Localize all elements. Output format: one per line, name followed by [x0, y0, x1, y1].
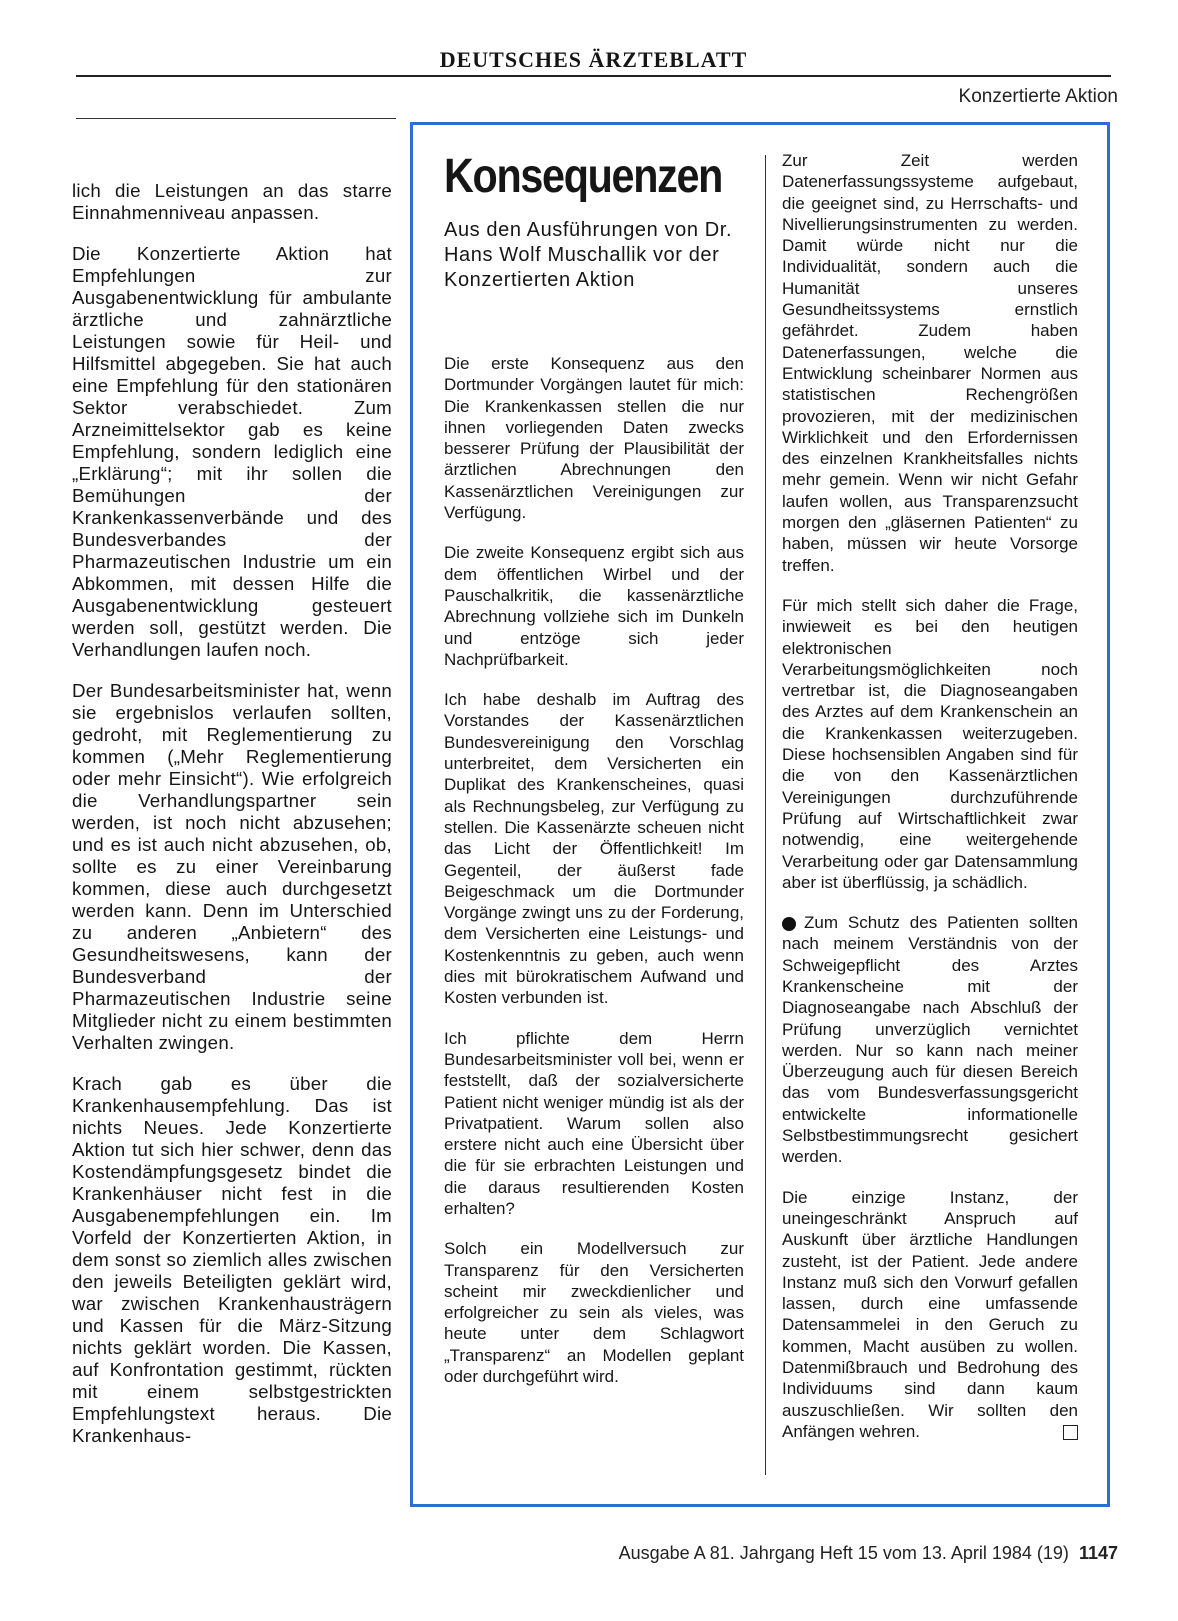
article-headline: Konsequenzen: [444, 150, 723, 203]
box-paragraph: Ich habe deshalb im Auftrag des Vorstandes der Kassenärztlichen Bundesvereinigung den Vorschlag unterbreitet, dem Versicherten ein Duplikat des Krankenscheines, quasi als Rechnungsbeleg, zur Verfügung zu stellen. Die Kassenärzte scheuen nicht das Licht der Öffentlichkeit! Im Gegenteil, der äußerst fade Beigeschmack um die Dortmunder Vorgänge zwingt uns zu der Forderung, dem Versicherten eine Leistungs- und Kostenkenntnis zu geben, auch wenn dies mit bürokratischem Aufwand und Kosten verbunden ist.: [444, 690, 744, 1008]
article-subhead: Aus den Ausführungen von Dr. Hans Wolf Muschallik vor der Konzertierten Aktion: [444, 219, 733, 291]
left-column: [72, 180, 392, 1466]
left-paragraph: Der Bundesarbeitsminister hat, wenn sie ergebnislos verlaufen sollten, gedroht, mit Reglementierung zu kommen („Mehr Reglementierung oder mehr Einsicht“). Wie erfolgreich die Verhandlungspartner sein werden, ist noch nicht abzusehen; und es ist auch nicht abzusehen, ob, sollte es zu einer Vereinbarung kommen, diese auch durchgesetzt werden kann. Denn im Unterschied zu anderen „Anbietern“ des Gesundheitswesens, kann der Bundesverband der Pharmazeutischen Industrie seine Mitglieder nicht zu einem bestimmten Verhalten zwingen.: [72, 680, 392, 1053]
box-middle-column: [444, 150, 744, 1406]
section-label: Konzertierte Aktion: [958, 86, 1118, 107]
box-paragraph: Solch ein Modellversuch zur Transparenz für den Versicherten scheint mir zweckdienlicher und erfolgreicher zu sein als vieles, was heute unter dem Schlagwort „Transparenz“ an Modellen geplant oder durchgeführt wird.: [444, 1239, 744, 1387]
left-paragraph: lich die Leistungen an das starre Einnahmenniveau anpassen.: [72, 180, 392, 223]
bullet-text: Zum Schutz des Patienten sollten nach meinem Verständnis von der Schweigepflicht des Arztes Krankenscheine mit der Diagnoseangabe nach Abschluß der Prüfung unverzüglich vernichtet werden. Nur so kann nach meiner Überzeugung auch für diesen Bereich das vom Bundesverfassungsgericht entwickelte informationelle Selbstbestimmungsrecht gesichert werden.: [782, 913, 1078, 1167]
end-mark-icon: [1063, 1425, 1078, 1440]
box-paragraph: Die zweite Konsequenz ergibt sich aus dem öffentlichen Wirbel und der Pauschalkritik, die kassenärztliche Abrechnung vollziehe sich im Dunkeln und entzöge sich jeder Nachprüfbarkeit.: [444, 543, 744, 669]
box-paragraph: Die erste Konsequenz aus den Dortmunder Vorgängen lautet für mich: Die Krankenkassen stellen die nur ihnen vorliegenden Daten zwecks besserer Prüfung der Plausibilität der ärztlichen Abrechnungen den Kassenärztlichen Vereinigungen zur Verfügung.: [444, 354, 744, 523]
column-divider: [765, 155, 766, 1475]
box-paragraph: Für mich stellt sich daher die Frage, inwieweit es bei den heutigen elektronischen Verarbeitungsmöglichkeiten noch vertretbar ist, die Diagnoseangaben des Arztes auf dem Krankenschein an die Krankenkassen weiterzugeben. Diese hochsensiblen Angaben sind für die von den Kassenärztlichen Vereinigungen durchzuführende Prüfung auf Wirtschaftlichkeit zwar notwendig, eine weitergehende Verarbeitung oder gar Datensammlung aber ist überflüssig, ja schädlich.: [782, 595, 1078, 892]
page-number: 1147: [1078, 1543, 1118, 1563]
final-text: Die einzige Instanz, der uneingeschränkt Anspruch auf Auskunft über ärztliche Handlungen zusteht, ist der Patient. Jede andere Instanz muß sich den Vorwurf gefallen lassen, durch eine umfassende Datensammelei in den Geruch zu kommen, Macht ausüben zu wollen. Datenmißbrauch und Bedrohung des Individuums sind dann kaum auszuschließen. Wir sollten den Anfängen wehren.: [782, 1187, 1078, 1441]
box-paragraph: Zur Zeit werden Datenerfassungssysteme aufgebaut, die geeignet sind, zu Herrschafts- und Nivellierungsinstrumenten zu werden. Damit würde nicht nur die Individualität, sondern auch die Humanität unseres Gesundheitssystems ernstlich gefährdet. Zudem haben Datenerfassungen, welche die Entwicklung scheinbarer Normen aus statistischen Rechengrößen provozieren, mit der medizinischen Wirklichkeit und den Erfordernissen des einzelnen Krankheitsfalles nichts mehr gemein. Wenn wir nicht Gefahr laufen wollen, aus Transparenzsucht morgen den „gläsernen Patienten“ zu haben, müssen wir heute Vorsorge treffen.: [782, 151, 1078, 575]
journal-masthead: DEUTSCHES ÄRZTEBLATT: [439, 47, 748, 72]
page-footer: [619, 1543, 1118, 1564]
header-rule: [76, 75, 1111, 77]
box-paragraph-bulleted: [782, 912, 1078, 1168]
box-right-column: [782, 150, 1078, 1461]
issue-info: Ausgabe A 81. Jahrgang Heft 15 vom 13. April 1984 (19): [618, 1543, 1069, 1563]
box-paragraph: Ich pflichte dem Herrn Bundesarbeitsminister voll bei, wenn er feststellt, daß der sozialversicherte Patient nicht weniger mündig ist als der Privatpatient. Warum sollen also erstere nicht auch eine Übersicht über die für sie erbrachten Leistungen und die daraus resultierenden Kosten erhalten?: [444, 1028, 744, 1218]
box-paragraph-final: [782, 1187, 1078, 1443]
left-paragraph: Krach gab es über die Krankenhausempfehlung. Das ist nichts Neues. Jede Konzertierte Aktion tut sich hier schwer, denn das Kostendämpfungsgesetz bindet die Krankenhäuser nicht fest in die Ausgabenempfehlungen ein. Im Vorfeld der Konzertierten Aktion, in dem sonst so ziemlich alles zwischen den jeweils Beteiligten geklärt wird, war zwischen Krankenhausträgern und Kassen für die März-Sitzung nichts geklärt worden. Die Kassen, auf Konfrontation gestimmt, rückten mit einem selbstgestrickten Empfehlungstext heraus. Die Krankenhaus-: [72, 1073, 392, 1446]
left-column-rule: [76, 118, 396, 119]
left-paragraph: Die Konzertierte Aktion hat Empfehlungen zur Ausgabenentwicklung für ambulante ärztliche und zahnärztliche Leistungen sowie für Heil- und Hilfsmittel abgegeben. Sie hat auch eine Empfehlung für den stationären Sektor verabschiedet. Zum Arzneimittelsektor gab es keine Empfehlung, sondern lediglich eine „Erklärung“; mit ihr sollen die Bemühungen der Krankenkassenverbände und des Bundesverbandes der Pharmazeutischen Industrie um ein Abkommen, mit dessen Hilfe die Ausgabenentwicklung gesteuert werden soll, gestützt werden. Die Verhandlungen laufen noch.: [72, 243, 392, 660]
bullet-icon: [782, 917, 796, 931]
